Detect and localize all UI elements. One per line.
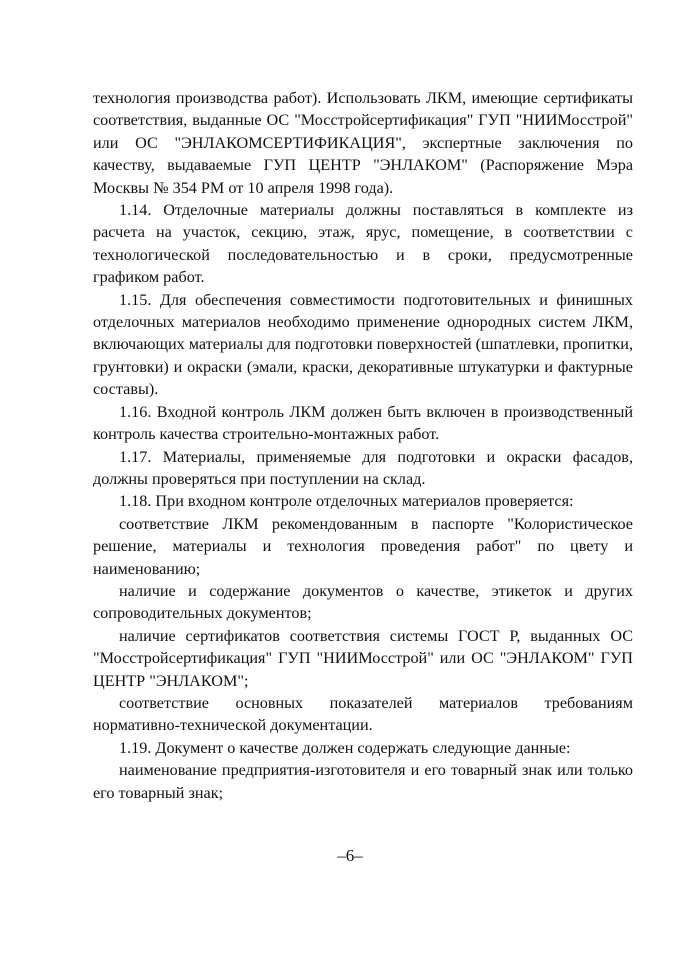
paragraph-1-16: 1.16. Входной контроль ЛКМ должен быть включен в производственный контроль качества строительно-монтажных работ.: [93, 402, 633, 444]
paragraph-1-19: 1.19. Документ о качестве должен содержать следующие данные:: [119, 738, 571, 757]
page-number: –6–: [337, 846, 363, 865]
paragraph-1-15: 1.15. Для обеспечения совместимости подготовительных и финишных отделочных материалов необходимо применение однородных систем ЛКМ, включающих материалы для подготовки поверхностей (шпатлевки, пропитки, грунтовки) и окраски (эмали, краски, декоративные штукатурки и фактурные составы).: [93, 290, 633, 399]
paragraph-1-14: 1.14. Отделочные материалы должны поставляться в комплекте из расчета на участок, секцию, этаж, ярус, помещение, в соответствии с технологической последовательностью и в сроки, предусмотренные графиком работ.: [93, 201, 633, 287]
paragraph-1-18-item-indicators: соответствие основных показателей материалов требованиям нормативно-технической документации.: [93, 693, 633, 735]
paragraph-1-18: 1.18. При входном контроле отделочных материалов проверяется:: [119, 492, 574, 511]
paragraph-1-18-item-color: соответствие ЛКМ рекомендованным в паспорте "Колористическое решение, материалы и технология проведения работ" по цвету и наименованию;: [93, 514, 633, 578]
paragraph-intro-continuation: технология производства работ). Использовать ЛКМ, имеющие сертификаты соответствия, выданные ОС "Мосстройсертификация" ГУП "НИИМосстрой" или ОС "ЭНЛАКОМСЕРТИФИКАЦИЯ", экспертные заключения по качеству, выдаваемые ГУП ЦЕНТР "ЭНЛАКОМ" (Распоряжение Мэра Москвы № 354 РМ от 10 апреля 1998 года).: [93, 89, 633, 197]
paragraph-1-17: 1.17. Материалы, применяемые для подготовки и окраски фасадов, должны проверяться при поступлении на склад.: [93, 447, 633, 488]
paragraph-1-18-item-certificates: наличие сертификатов соответствия системы ГОСТ Р, выданных ОС "Мосстройсертификация" ГУП "НИИМосстрой" или ОС "ЭНЛАКОМ" ГУП ЦЕНТР "ЭНЛАКОМ";: [93, 626, 633, 690]
paragraph-1-19-item-manufacturer: наименование предприятия-изготовителя и его товарный знак или только его товарный знак;: [93, 761, 633, 802]
paragraph-1-18-item-documents: наличие и содержание документов о качестве, этикеток и других сопроводительных документов;: [93, 581, 633, 623]
document-page: [93, 87, 633, 804]
